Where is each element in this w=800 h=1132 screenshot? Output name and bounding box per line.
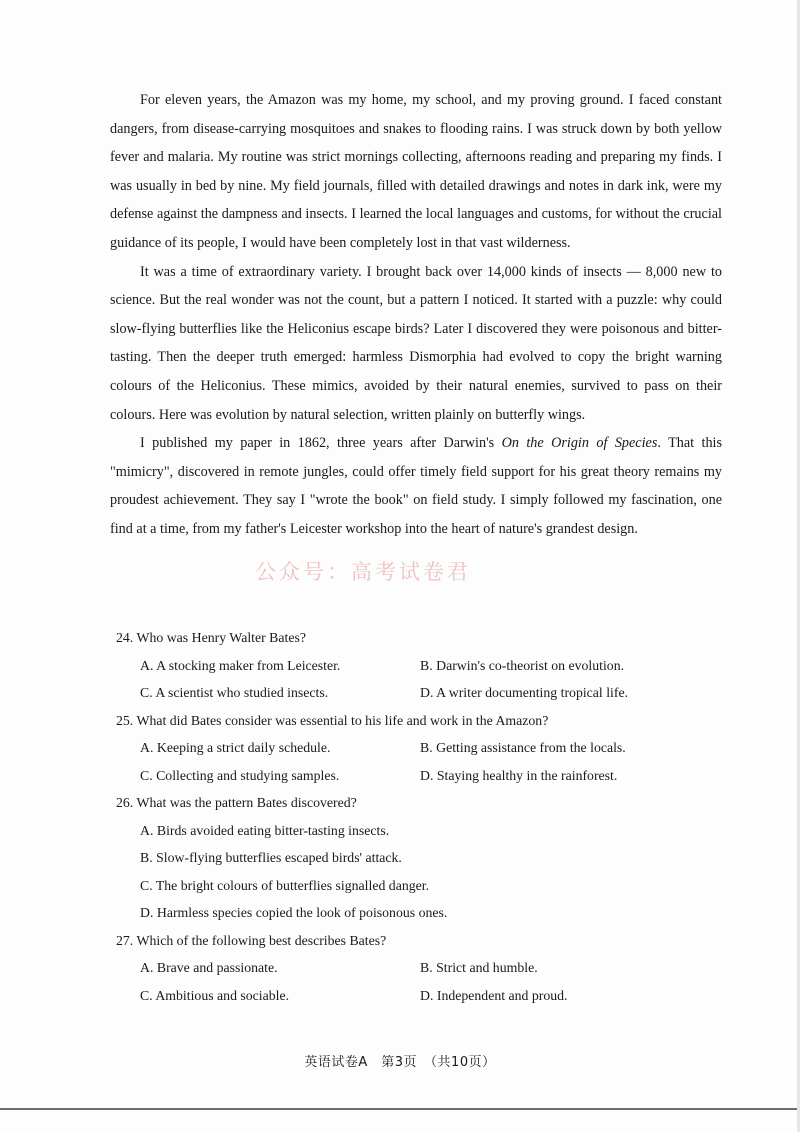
option-d: D. Independent and proud. xyxy=(420,987,568,1003)
option-c: C. Collecting and studying samples. xyxy=(140,767,340,783)
question-25 xyxy=(116,707,716,790)
option-a: A. Brave and passionate. xyxy=(140,960,278,975)
option-b: B. Getting assistance from the locals. xyxy=(420,740,626,755)
option-grid xyxy=(116,734,716,789)
question-24 xyxy=(116,624,716,707)
passage-paragraph-1: For eleven years, the Amazon was my home, my school, and my proving ground. I faced constant dangers, from disease-carrying mosquitoes and snakes to flooding rains. I was struck down by both yellow fever and malaria. My routine was strict mornings collecting, afternoons reading and preparing my finds. I was usually in bed by nine. My field journals, filled with detailed drawings and notes in dark ink, were my defense against the dampness and insects. I learned the local languages and customs, for without the crucial guidance of its people, I would have been completely lost in that vast wilderness. xyxy=(110,92,722,251)
option-list xyxy=(116,817,716,927)
option-c: C. The bright colours of butterflies signalled danger. xyxy=(140,877,430,893)
option-d: D. A writer documenting tropical life. xyxy=(420,685,629,700)
option-grid xyxy=(116,652,716,707)
option-c: C. Ambitious and sociable. xyxy=(140,987,290,1003)
paragraph-3-text-end: . That this "mimicry", discovered in remote jungles, could offer timely field support for his great theory remains my proudest achievement. They say I "wrote the book" on field study. I simply followed my fascination, one find at a time, from my father's Leicester workshop into the heart of nature's grandest design. xyxy=(110,435,723,537)
question-stem: 27. Which of the following best describes Bates? xyxy=(116,932,387,948)
option-a: A. Birds avoided eating bitter-tasting insects. xyxy=(140,822,390,838)
option-d: D. Staying healthy in the rainforest. xyxy=(420,767,618,783)
option-grid xyxy=(116,954,716,1009)
option-c: C. A scientist who studied insects. xyxy=(140,685,329,700)
paragraph-3-text-start: I published my paper in 1862, three years after Darwin's xyxy=(140,435,502,452)
book-title: On the Origin of Species xyxy=(501,435,658,452)
question-26 xyxy=(116,789,716,927)
option-a: A. Keeping a strict daily schedule. xyxy=(140,740,331,755)
watermark: 公众号：高考试卷君 xyxy=(255,560,471,584)
reading-passage xyxy=(110,86,722,544)
page-footer: 英语试卷A 第3页 （共10页） xyxy=(304,1055,496,1070)
option-d: D. Harmless species copied the look of poisonous ones. xyxy=(140,905,448,920)
option-a: A. A stocking maker from Leicester. xyxy=(140,657,341,673)
scan-bottom-edge xyxy=(0,1108,800,1110)
question-27 xyxy=(116,927,716,1010)
question-list xyxy=(116,624,716,1009)
option-b: B. Strict and humble. xyxy=(420,960,538,975)
question-stem: 24. Who was Henry Walter Bates? xyxy=(116,630,306,645)
option-b: B. Slow-flying butterflies escaped birds' attack. xyxy=(140,850,402,865)
passage-paragraph-2: It was a time of extraordinary variety. I brought back over 14,000 kinds of insects — 8,000 new to science. But the real wonder was not the count, but a pattern I noticed. It started with a puzzle: why could slow-flying butterflies like the Heliconius escape birds? Later I discovered they were poisonous and bitter-tasting. Then the deeper truth emerged: harmless Dismorphia had evolved to copy the bright warning colours of the Heliconius. These mimics, avoided by their natural enemies, survived to pass on their colours. Here was evolution by natural selection, written plainly on butterfly wings. xyxy=(110,263,722,423)
question-stem: 26. What was the pattern Bates discovered? xyxy=(116,795,357,810)
question-stem: 25. What did Bates consider was essential to his life and work in the Amazon? xyxy=(116,712,549,728)
passage-paragraph-3 xyxy=(110,429,722,543)
option-b: B. Darwin's co-theorist on evolution. xyxy=(420,657,625,673)
